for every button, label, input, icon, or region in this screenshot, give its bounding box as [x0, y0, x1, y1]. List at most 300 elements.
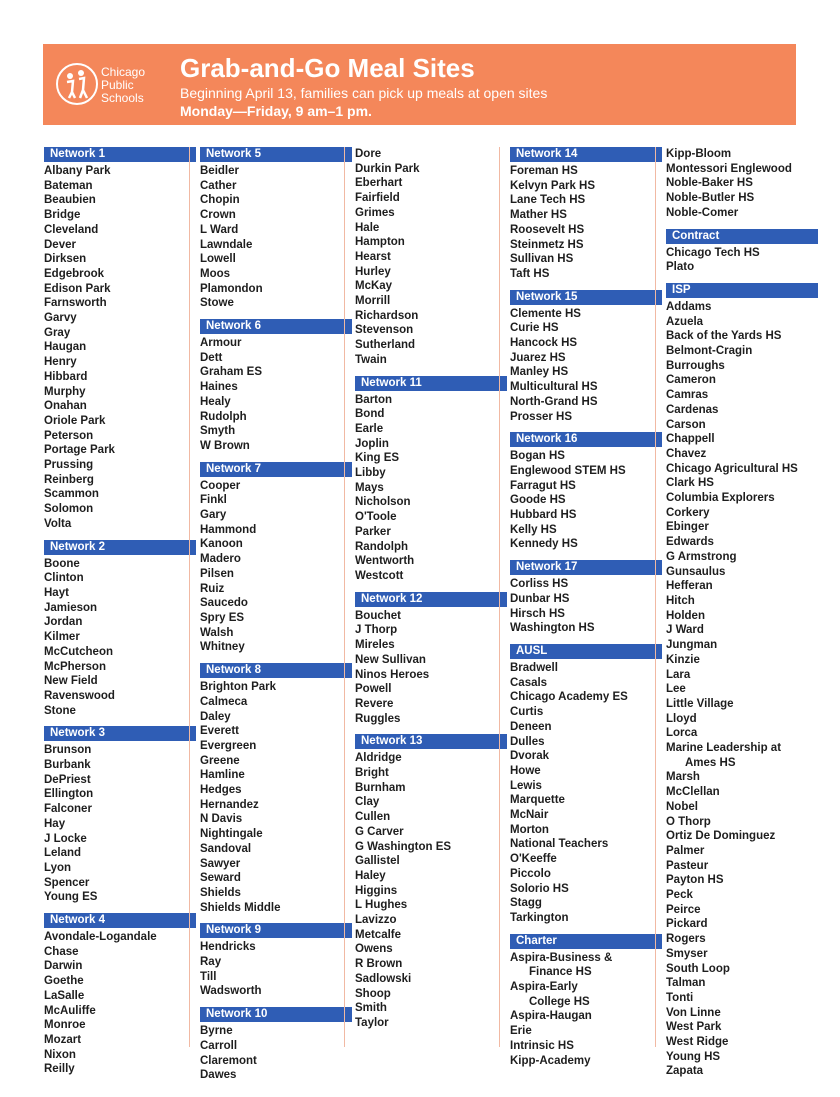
site-list-item: Westcott: [355, 569, 404, 582]
site-list-item: Gunsaulus: [666, 565, 726, 578]
site-list-item: Solorio HS: [510, 882, 569, 895]
site-list-item: Morton: [510, 823, 549, 836]
site-list-item: Curie HS: [510, 322, 559, 335]
site-list-item: Back of the Yards HS: [666, 330, 782, 343]
site-list-item: West Ridge: [666, 1036, 729, 1049]
site-list-item: Lavizzo: [355, 914, 397, 927]
site-list-item: Washington HS: [510, 622, 595, 635]
site-list-item: Clark HS: [666, 477, 714, 490]
site-list-item: Jungman: [666, 639, 718, 652]
site-list-item: Hirsch HS: [510, 607, 565, 620]
site-list-item: Peirce: [666, 903, 701, 916]
site-list-item: McKay: [355, 280, 393, 293]
site-list-item: Moos: [200, 267, 231, 280]
site-list-item: Gary: [200, 509, 227, 522]
site-list-item: Lowell: [200, 253, 236, 266]
site-list-item: Burroughs: [666, 359, 725, 372]
site-list-item: Von Linne: [666, 1006, 721, 1019]
site-list-item: Hubbard HS: [510, 509, 577, 522]
site-list-item: G Carver: [355, 825, 404, 838]
site-list-item: Monroe: [44, 1019, 86, 1032]
site-list-item: Byrne: [200, 1025, 233, 1038]
site-list-item: Ortiz De Dominguez: [666, 830, 776, 843]
site-list-item: Goethe: [44, 975, 84, 988]
site-list-item: Kennedy HS: [510, 538, 578, 551]
site-list-item: Nicholson: [355, 496, 411, 509]
site-list-item: Peck: [666, 889, 693, 902]
site-list-item: Bright: [355, 767, 389, 780]
site-list-item: Avondale-Logandale: [44, 931, 157, 944]
site-list-item: Daley: [200, 710, 231, 723]
site-list-item: Noble-Baker HS: [666, 177, 753, 190]
site-list-item: King ES: [355, 452, 400, 465]
site-list-item: Metcalfe: [355, 928, 402, 941]
site-list-item: Hammond: [200, 523, 257, 536]
site-list-item: Farragut HS: [510, 479, 576, 492]
column-3: [355, 147, 507, 1031]
site-list-item: Hay: [44, 817, 66, 830]
site-list-item: Powell: [355, 683, 392, 696]
site-list-item: Portage Park: [44, 444, 115, 457]
site-list-item: Cameron: [666, 374, 716, 387]
site-list-item: Dirksen: [44, 253, 87, 266]
site-list-item: Oriole Park: [44, 414, 106, 427]
site-list-item: Dett: [200, 351, 223, 364]
section-header: Network 15: [510, 290, 662, 305]
site-list-item: Beidler: [200, 165, 239, 177]
site-list-item: Ninos Heroes: [355, 668, 430, 681]
site-list-item: Mireles: [355, 639, 395, 652]
section-header: Contract: [666, 229, 818, 244]
site-list-item: Burnham: [355, 781, 406, 794]
site-list-item: Brunson: [44, 744, 92, 757]
section-header: Network 9: [200, 923, 352, 938]
site-list-item: Kelvyn Park HS: [510, 179, 596, 192]
site-list-item: Hancock HS: [510, 337, 578, 350]
site-list-item: Zapata: [666, 1065, 704, 1078]
site-list-item: McCutcheon: [44, 645, 113, 658]
site-list-item: Haines: [200, 381, 238, 394]
site-list-item: Spencer: [44, 876, 90, 889]
site-list-item: Taft HS: [510, 267, 550, 280]
site-list-item: Leland: [44, 847, 82, 860]
site-list-item: Lorca: [666, 727, 698, 740]
site-list-item: Bogan HS: [510, 450, 565, 463]
section-header: Network 2: [44, 540, 196, 555]
site-list-item: Cleveland: [44, 223, 99, 236]
site-list-item: Mather HS: [510, 209, 567, 222]
header-banner: [43, 44, 796, 125]
site-list-item: Solomon: [44, 503, 94, 516]
site-list-item: Casals: [510, 676, 548, 689]
site-list-item: Grimes: [355, 206, 395, 219]
site-list-item: Young HS: [666, 1050, 721, 1063]
site-list-item: Lane Tech HS: [510, 194, 586, 207]
site-list-item: Libby: [355, 467, 386, 480]
site-list-item: Peterson: [44, 429, 94, 442]
site-list-item: Bateman: [44, 179, 93, 192]
site-list-item: Palmer: [666, 844, 705, 857]
site-list-item: Stagg: [510, 897, 542, 910]
site-list-item: Gray: [44, 326, 71, 339]
site-list-item: Marsh: [666, 771, 700, 784]
site-list-item: Ruiz: [200, 582, 225, 595]
site-list-item: College HS: [529, 995, 590, 1008]
logo-line: Public: [101, 78, 134, 92]
site-list-item: Crown: [200, 209, 236, 222]
site-list-item: Finance HS: [529, 966, 592, 979]
site-list-item: Murphy: [44, 385, 86, 398]
site-list-item: Chappell: [666, 433, 715, 446]
section-header: Network 6: [200, 319, 352, 334]
site-list-item: Noble-Butler HS: [666, 192, 755, 205]
site-list-item: Hitch: [666, 594, 695, 607]
site-list-item: Wadsworth: [200, 985, 262, 998]
site-list-item: Parker: [355, 525, 391, 538]
site-list-item: Sadlowski: [355, 972, 412, 985]
section-header: Network 10: [200, 1007, 352, 1022]
section-header: Network 5: [200, 147, 352, 162]
section-header: AUSL: [510, 644, 662, 659]
site-list-item: Garvy: [44, 312, 77, 325]
site-list-item: Graham ES: [200, 366, 262, 379]
site-list-item: Aspira-Early: [510, 981, 578, 994]
logo-line: Schools: [101, 91, 144, 105]
site-list-item: Tonti: [666, 991, 694, 1004]
site-list-item: Kinzie: [666, 653, 700, 666]
section-header: ISP: [666, 283, 818, 298]
site-list-item: Ruggles: [355, 712, 401, 725]
site-list-item: Camras: [666, 389, 709, 402]
site-list-item: Young ES: [44, 891, 98, 904]
site-list-item: Dvorak: [510, 750, 549, 763]
site-list-item: DePriest: [44, 773, 91, 786]
site-list-item: Tarkington: [510, 911, 569, 924]
site-list-item: Lewis: [510, 779, 542, 792]
site-list-item: Smith: [355, 1002, 387, 1015]
site-list-item: Onahan: [44, 400, 87, 413]
site-list-item: Smyser: [666, 947, 708, 960]
site-list-item: O Thorp: [666, 815, 711, 828]
site-list-item: Shields Middle: [200, 901, 281, 914]
site-list-item: Erie: [510, 1025, 532, 1038]
site-list-item: Lloyd: [666, 712, 697, 725]
site-list-item: Shields: [200, 886, 241, 899]
site-list-item: Stone: [44, 704, 76, 717]
site-list-item: Dore: [355, 148, 382, 160]
site-list-item: Foreman HS: [510, 165, 578, 177]
cps-logo: [55, 54, 165, 114]
site-list-item: Mays: [355, 481, 384, 494]
site-list-item: Cather: [200, 179, 237, 192]
site-list-item: Marquette: [510, 794, 565, 807]
site-list-item: South Loop: [666, 962, 730, 975]
site-list-item: Barton: [355, 393, 393, 406]
site-list-item: Aspira-Haugan: [510, 1010, 592, 1023]
site-list-item: Pasteur: [666, 859, 709, 872]
site-list-item: Stevenson: [355, 324, 414, 337]
site-list-item: Cullen: [355, 811, 391, 824]
section-header: Network 1: [44, 147, 196, 162]
column-2: [200, 147, 352, 1083]
site-list-item: Volta: [44, 517, 72, 530]
site-list-item: Joplin: [355, 437, 389, 450]
site-list-item: Jordan: [44, 616, 83, 629]
site-list-item: Smyth: [200, 425, 236, 438]
site-list-item: Corkery: [666, 506, 710, 519]
site-list-item: North-Grand HS: [510, 395, 598, 408]
site-list-item: McPherson: [44, 660, 106, 673]
site-list-item: Madero: [200, 553, 241, 566]
site-list-item: Howe: [510, 764, 541, 777]
site-list-item: Hale: [355, 221, 380, 234]
site-list-item: Rudolph: [200, 410, 247, 423]
site-list-item: Edwards: [666, 536, 714, 549]
site-list-item: Randolph: [355, 540, 409, 553]
site-list-item: Intrinsic HS: [510, 1039, 574, 1052]
site-list-item: L Ward: [200, 223, 239, 236]
site-list-item: Dawes: [200, 1069, 237, 1082]
site-list-item: Nobel: [666, 800, 698, 813]
site-list-item: West Park: [666, 1021, 722, 1034]
site-list-item: McAuliffe: [44, 1004, 96, 1017]
site-list-item: Everett: [200, 725, 239, 738]
site-list-item: Saucedo: [200, 597, 248, 610]
site-list-item: Dever: [44, 238, 76, 251]
site-list-item: Goode HS: [510, 494, 566, 507]
site-list-item: Wentworth: [355, 555, 415, 568]
site-list-item: Hamline: [200, 769, 245, 782]
meal-hours: Monday—Friday, 9 am–1 pm.: [180, 103, 372, 119]
logo-wordmark: [101, 66, 145, 105]
site-list-item: Chicago Tech HS: [666, 246, 760, 259]
site-list-item: Nightingale: [200, 828, 263, 841]
site-list-item: O'Toole: [355, 511, 397, 524]
site-list-item: Taylor: [355, 1016, 389, 1029]
site-list-item: Till: [200, 970, 217, 983]
site-list-item: Walsh: [200, 626, 234, 639]
site-list-item: Hibbard: [44, 370, 88, 383]
site-list-item: Hedges: [200, 784, 242, 797]
page-subtitle: Beginning April 13, families can pick up meals at open sites: [180, 85, 548, 101]
site-list-item: Sutherland: [355, 339, 416, 352]
section-header: Charter: [510, 934, 662, 949]
site-list-item: Chavez: [666, 447, 707, 460]
site-list-item: Armour: [200, 337, 242, 350]
site-list-item: Jamieson: [44, 601, 98, 614]
site-list-item: Hearst: [355, 250, 391, 263]
site-list-item: Kilmer: [44, 631, 80, 644]
section-header: Network 11: [355, 376, 507, 391]
site-list-item: Revere: [355, 697, 394, 710]
site-list-item: Hendricks: [200, 941, 256, 954]
section-header: Network 12: [355, 592, 507, 607]
column-4: [510, 147, 662, 1068]
site-list-item: Durkin Park: [355, 162, 420, 175]
site-list-item: L Hughes: [355, 899, 408, 912]
site-list-item: Falconer: [44, 803, 92, 816]
site-list-item: Englewood STEM HS: [510, 464, 626, 477]
site-list-item: Hayt: [44, 586, 69, 599]
site-list-item: Dunbar HS: [510, 592, 570, 605]
site-list-item: Prussing: [44, 459, 94, 472]
site-list-item: Chicago Academy ES: [510, 691, 628, 704]
section-header: Network 13: [355, 734, 507, 749]
site-list-item: Corliss HS: [510, 578, 569, 591]
site-list-item: Edgebrook: [44, 267, 105, 280]
site-list-item: Seward: [200, 872, 241, 885]
site-list-item: Montessori Englewood: [666, 162, 792, 175]
site-list-item: Henry: [44, 356, 77, 369]
site-list-item: Richardson: [355, 309, 419, 322]
site-list-item: Whitney: [200, 641, 245, 654]
site-list-item: Multicultural HS: [510, 381, 598, 394]
site-list-item: Lyon: [44, 861, 72, 874]
site-list-item: Kipp-Academy: [510, 1054, 591, 1067]
site-list-item: Gallistel: [355, 855, 400, 868]
site-list-item: Lee: [666, 683, 686, 696]
site-list-item: Fairfield: [355, 192, 400, 205]
site-list-item: LaSalle: [44, 989, 85, 1002]
site-list-item: Spry ES: [200, 611, 245, 624]
site-list-item: Columbia Explorers: [666, 492, 775, 505]
site-list-item: Twain: [355, 353, 387, 366]
site-list-item: Roosevelt HS: [510, 223, 585, 236]
site-list-item: Ebinger: [666, 521, 709, 534]
site-list-item: Dulles: [510, 735, 545, 748]
site-list-item: Cooper: [200, 479, 241, 492]
page-title: Grab-and-Go Meal Sites: [180, 53, 475, 83]
site-list-item: Lara: [666, 668, 691, 681]
site-list-item: Bradwell: [510, 661, 558, 674]
site-list-item: Bouchet: [355, 609, 401, 622]
site-list-item: McClellan: [666, 786, 720, 799]
site-list-item: Curtis: [510, 706, 544, 719]
site-list-item: Nixon: [44, 1048, 76, 1061]
site-list-item: Hurley: [355, 265, 391, 278]
site-list-item: Ravenswood: [44, 689, 115, 702]
site-list-item: Eberhart: [355, 177, 403, 190]
site-list-item: N Davis: [200, 813, 243, 826]
site-list-item: New Field: [44, 675, 98, 688]
site-list-item: Shoop: [355, 987, 391, 1000]
site-list-item: Rogers: [666, 933, 706, 946]
site-list-item: Farnsworth: [44, 297, 107, 310]
section-header: Network 17: [510, 560, 662, 575]
site-list-item: Darwin: [44, 960, 83, 973]
site-list-item: Higgins: [355, 884, 398, 897]
site-list-item: Payton HS: [666, 874, 724, 887]
site-list-item: Aldridge: [355, 752, 402, 765]
site-list-item: Calmeca: [200, 695, 248, 708]
site-list-item: Mozart: [44, 1033, 82, 1046]
site-list-item: Hampton: [355, 236, 405, 249]
section-header: Network 7: [200, 462, 352, 477]
site-list-item: Kipp-Bloom: [666, 148, 732, 160]
site-list-item: Sullivan HS: [510, 253, 574, 266]
site-list-item: Prosser HS: [510, 410, 573, 423]
site-list-item: Chopin: [200, 194, 240, 207]
site-list-item: Owens: [355, 943, 393, 956]
site-list-item: Ellington: [44, 788, 94, 801]
section-header: Network 3: [44, 726, 196, 741]
logo-line: Chicago: [101, 65, 146, 79]
site-list-item: National Teachers: [510, 838, 609, 851]
site-list-item: Pickard: [666, 918, 708, 931]
site-list-item: Scammon: [44, 488, 99, 501]
site-list-item: Aspira-Business &: [510, 951, 613, 964]
site-list-item: Brighton Park: [200, 681, 277, 694]
site-list-item: Carroll: [200, 1039, 238, 1052]
column-5: [666, 147, 818, 1079]
site-list-item: Cardenas: [666, 403, 719, 416]
site-list-item: Deneen: [510, 720, 552, 733]
column-1: [44, 147, 196, 1077]
site-list-item: Reinberg: [44, 473, 94, 486]
site-list-item: Holden: [666, 609, 705, 622]
site-list-item: Haugan: [44, 341, 87, 354]
site-list-item: Talman: [666, 977, 706, 990]
site-list-item: Edison Park: [44, 282, 111, 295]
site-list-item: Claremont: [200, 1054, 257, 1067]
site-list-item: Ames HS: [685, 756, 736, 769]
site-list-item: Evergreen: [200, 739, 257, 752]
site-list-item: Plamondon: [200, 282, 263, 295]
site-list-item: Clay: [355, 796, 380, 809]
site-list-item: Piccolo: [510, 867, 551, 880]
site-list-item: Steinmetz HS: [510, 238, 584, 251]
site-list-item: Sandoval: [200, 842, 252, 855]
site-list-item: Bond: [355, 408, 385, 421]
site-list-item: Ray: [200, 956, 222, 969]
site-list-item: Boone: [44, 557, 80, 570]
section-header: Network 16: [510, 432, 662, 447]
site-list-item: Pilsen: [200, 567, 234, 580]
site-list-item: McNair: [510, 809, 549, 822]
site-list-item: Beaubien: [44, 194, 96, 207]
site-list-item: Hefferan: [666, 580, 713, 593]
site-list-item: Noble-Comer: [666, 206, 739, 219]
site-list-item: Manley HS: [510, 366, 569, 379]
site-list-item: Addams: [666, 300, 712, 313]
site-list-item: G Washington ES: [355, 840, 452, 853]
site-list-item: Little Village: [666, 697, 734, 710]
site-list-item: Chicago Agricultural HS: [666, 462, 798, 475]
site-list-item: Finkl: [200, 494, 227, 507]
site-list-item: J Ward: [666, 624, 704, 637]
section-header: Network 14: [510, 147, 662, 162]
site-list-item: G Armstrong: [666, 550, 737, 563]
site-list-item: Burbank: [44, 759, 91, 772]
site-list-item: Albany Park: [44, 165, 111, 177]
site-list-item: New Sullivan: [355, 653, 426, 666]
site-list-item: O'Keeffe: [510, 853, 557, 866]
site-list-item: Hernandez: [200, 798, 259, 811]
site-list-item: Greene: [200, 754, 240, 767]
site-list-item: Reilly: [44, 1063, 75, 1076]
site-list-item: R Brown: [355, 958, 403, 971]
site-list-item: Belmont-Cragin: [666, 345, 753, 358]
site-list-item: Plato: [666, 261, 695, 274]
site-list-item: Morrill: [355, 295, 391, 308]
section-header: Network 4: [44, 913, 196, 928]
site-list-item: Haley: [355, 869, 386, 882]
site-list-item: Healy: [200, 395, 231, 408]
site-list-item: Kelly HS: [510, 523, 557, 536]
site-list-item: Juarez HS: [510, 351, 566, 364]
section-header: Network 8: [200, 663, 352, 678]
site-list-item: Earle: [355, 422, 384, 435]
